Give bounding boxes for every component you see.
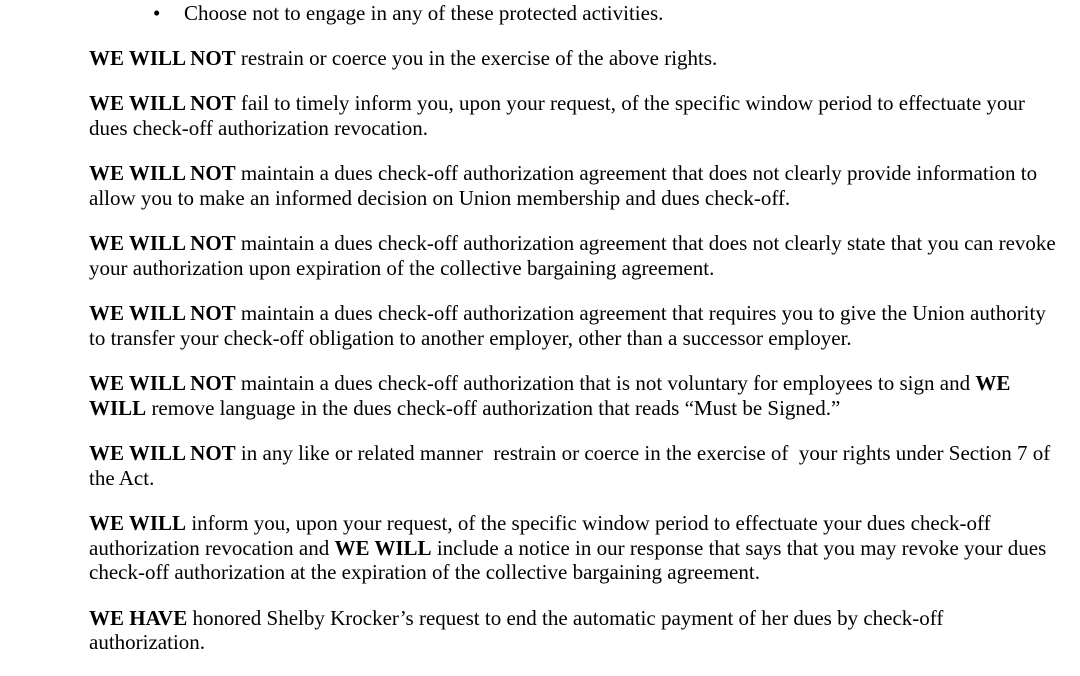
paragraph-lead-secondary: WE WILL	[89, 371, 1011, 420]
paragraph-voluntary-authorization	[89, 371, 1064, 420]
paragraph-restrain-coerce	[89, 46, 1064, 71]
paragraph-text: maintain a dues check-off authorization agreement that requires you to give the Union authority to transfer your check-off obligation to another employer, other than a successor employer.	[89, 301, 1046, 350]
paragraph-revoke-authorization	[89, 231, 1064, 280]
paragraph-text-secondary: remove language in the dues check-off authorization that reads “Must be Signed.”	[146, 395, 841, 420]
notice-document	[89, 1, 1064, 676]
paragraph-honored-request	[89, 606, 1064, 655]
bullet-item	[153, 1, 1064, 26]
paragraph-lead: WE HAVE	[89, 605, 188, 630]
paragraph-lead: WE WILL NOT	[89, 231, 236, 255]
paragraph-section-7	[89, 441, 1064, 490]
paragraph-text: in any like or related manner restrain or coerce in the exercise of your rights under Section 7 of the Act.	[89, 441, 1056, 490]
paragraph-lead: WE WILL	[89, 511, 187, 535]
paragraph-text: maintain a dues check-off authorization agreement that does not clearly provide information to allow you to make an informed decision on Union membership and dues check-off.	[89, 161, 1038, 210]
paragraph-text: inform you, upon your request, of the specific window period to effectuate your dues check-off authorization revocation and	[89, 511, 991, 560]
paragraph-lead: WE WILL NOT	[89, 91, 236, 115]
bullet-icon: •	[153, 1, 161, 25]
paragraph-text: restrain or coerce you in the exercise of the above rights.	[235, 45, 718, 70]
paragraph-inform-window	[89, 511, 1064, 585]
paragraph-window-period	[89, 91, 1064, 140]
paragraph-text: maintain a dues check-off authorization that is not voluntary for employees to sign and	[235, 371, 976, 395]
paragraph-transfer-obligation	[89, 301, 1064, 350]
paragraph-lead: WE WILL NOT	[89, 45, 236, 70]
paragraph-lead: WE WILL NOT	[89, 301, 236, 325]
paragraph-informed-decision	[89, 161, 1064, 210]
paragraph-text: fail to timely inform you, upon your request, of the specific window period to effectuate your dues check-off authorization revocation.	[89, 91, 1025, 140]
paragraph-lead: WE WILL NOT	[89, 161, 236, 185]
paragraph-text: honored Shelby Krocker’s request to end the automatic payment of her dues by check-off authorization.	[89, 605, 944, 654]
bullet-text: Choose not to engage in any of these protected activities.	[184, 1, 664, 25]
paragraph-text: maintain a dues check-off authorization agreement that does not clearly state that you can revoke your authorization upon expiration of the collective bargaining agreement.	[89, 231, 1056, 280]
paragraph-text-secondary: include a notice in our response that says that you may revoke your dues check-off authorization at the expiration of the collective bargaining agreement.	[89, 535, 1047, 584]
paragraph-lead: WE WILL NOT	[89, 441, 236, 465]
paragraph-lead: WE WILL NOT	[89, 371, 236, 395]
paragraph-lead-secondary: WE WILL	[334, 535, 432, 560]
